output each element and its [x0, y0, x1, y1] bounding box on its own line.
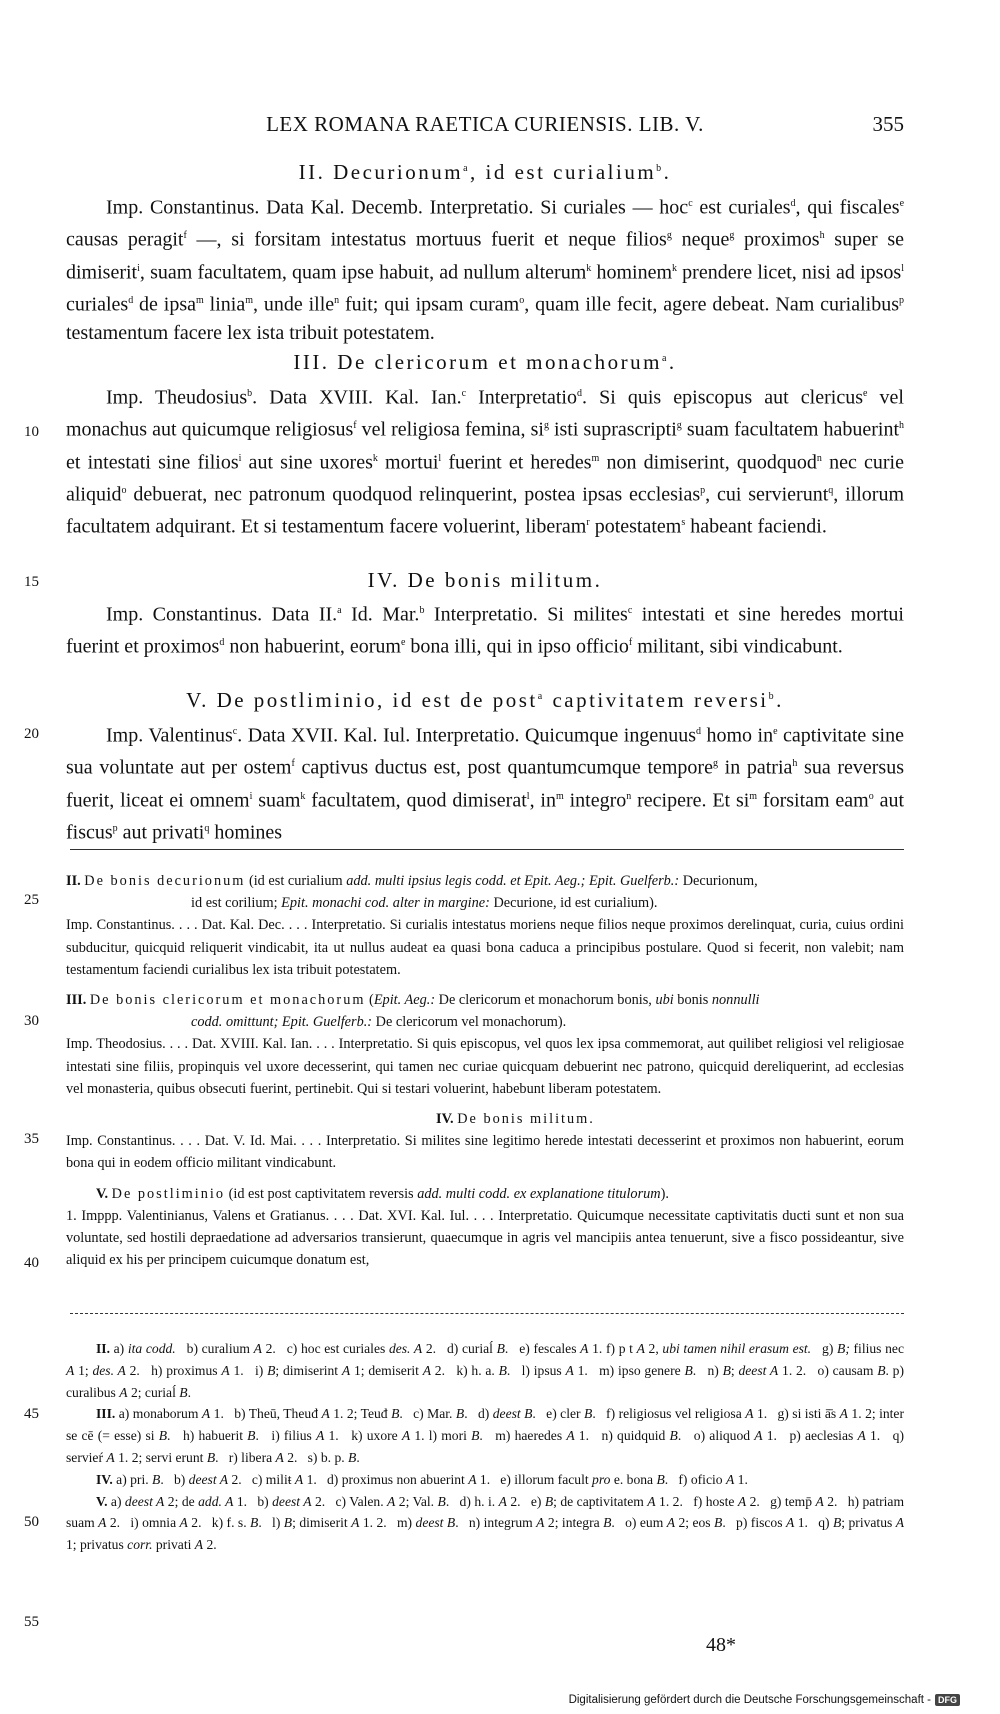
apparatus-entry: III. a) monaborum A 1. b) Theū, Theuđ A 1. 2; Teuđ B. c) Mar. B. d) deest B. e) cler B. f) religiosus vel religiosa A 1. g) si isti ā̄s A 1. 2; inter se cē (= esse) si B. h) habuerit B. i) filius A 1. k) uxore A 1. l) mori B. m) haeredes A 1. n) quidquid B. o) aliquod A 1. p) aeclesias A 1. q) servieŕ A 1. 2; servi erunt B. r) libera A 2. s) b. p. B. — [66, 1406, 904, 1465]
line-number: 15 — [24, 574, 39, 590]
section-title-v: V. De postliminio, id est de post$^a$ captivitatem reversi$^b$. — [186, 688, 784, 712]
note-line: V. De postliminio (id est post captivitatem reversis add. multi codd. ex explanatione titulorum). — [96, 1185, 669, 1202]
note-line: II. De bonis decurionum (id est curialium add. multi ipsius legis codd. et Epit. Aeg.; Epit. Guelferb.: Decurionum, — [66, 873, 758, 889]
note-line: 1. Imppp. Valentinianus, Valens et Gratianus. . . . Dat. XVI. Kal. Iul. . . . Interpretatio. Quicumque necessitate captivitatis ducti sunt et non sua voluntate, sed hostili depraedatione ad adversarios transierunt, quaecumque in agris vel mancipiis antea tenuerunt, sive a fisco possideantur, sive aliquid ex his per principem cuicumque donatum est, — [66, 1207, 904, 1269]
line-number: 45 — [24, 1406, 39, 1422]
line-number: 50 — [24, 1514, 39, 1530]
line-number: 25 — [24, 892, 39, 908]
note-line: IV. De bonis militum. — [436, 1111, 595, 1128]
note-line: Imp. Constantinus. . . . Dat. Kal. Dec. . . . Interpretatio. Si curialis intestatus moriens neque filios neque proximos derelinquat, curia, cuius ordini subducitur, quicquid reliquerit vindicabit, ita ut nullus audeat ea quasi bona caduca a principibus postulare. Quod si fecerit, non valebit; nam testamentum faciendi curialibus lex ista tribuit potestatem. — [66, 917, 904, 978]
section-paragraph-iv: Imp. Constantinus. Data II.$^a$ Id. Mar.$^b$ Interpretatio. Si milites$^c$ intestati et sine heredes mortui fuerint et proximos$^d$ non habuerint, eorum$^e$ bona illi, qui in ipso officio$^f$ militant, sibi vindicabunt. — [66, 603, 904, 659]
page-number: 355 — [872, 112, 904, 136]
dfg-logo-icon: DFG — [935, 1694, 960, 1706]
section-text-v — [66, 718, 904, 847]
line-number: 35 — [24, 1131, 39, 1147]
page-header — [66, 112, 904, 142]
signature-mark: 48* — [706, 1634, 736, 1656]
line-number: 10 — [24, 424, 39, 440]
line-number: 40 — [24, 1255, 39, 1271]
note-line: codd. omittunt; Epit. Guelferb.: De clericorum vel monachorum). — [191, 1014, 567, 1031]
section-paragraph-iii: Imp. Theudosius$^b$. Data XVIII. Kal. Ian.$^c$ Interpretatio$^d$. Si quis episcopus aut clericus$^e$ vel monachus aut quicumque religiosus$^f$ vel religiosa femina, $si^g$ isti suprascripti$^g$ suam facultatem habuerint$^h$ et intestati sine filios$^i$ aut sine uxores$^k$ mortui$^l$ fuerint et heredes$^m$ non dimiserint, quodquod$^n$ nec curie aliquid$^o$ debuerat, nec patronum quodquod relinquerint, postea ipsas ecclesias$^p$, cui servierunt$^q$, illorum facultatem adquirant. Et si testamentum facere voluerint, liberam$^r$ potestatem$^s$ habeant faciendi. — [66, 386, 905, 539]
section-text-ii — [66, 190, 904, 348]
section-title-ii: II. Decurionum$^a$, id est curialium$^b$. — [298, 160, 672, 184]
section-paragraph-ii: Imp. Constantinus. Data Kal. Decemb. Interpretatio. Si curiales — hoc$^c$ est curiales$^d$, qui fiscales$^e$ causas peragit$^f$ —, si forsitam intestatus mortuus fuerit et neque filios$^g$ neque$^g$ proximos$^h$ super se dimiserit$^i$, suam facultatem, quam ipse habuit, ad nullum alterum$^k$ hominem$^k$ prendere licet, nisi ad ipsos$^l$ curiales$^d$ de ipsa$^m$ linia$^m$, unde ille$^n$ fuit; qui ipsam curam$^o$, quam ille fecit, agere debeat. Nam curialibus$^p$ testamentum facere lex ista tribuit potestatem. — [66, 196, 905, 345]
note-line: Imp. Constantinus. . . . Dat. V. Id. Mai. . . . Interpretatio. Si milites sine legitimo herede intestati decesserint et proximos non habuerint, eorum bona qui in eodem officio militant vindicabunt. — [66, 1133, 904, 1172]
note-line: Imp. Theodosius. . . . Dat. XVIII. Kal. Ian. . . . Interpretatio. Si quis episcopus, vel quos lex ipsa commemorat, aut quilibet religiosi vel religiosae intestati sine filiis, propinquis vel uxore decesserint, qui tamen nec curiae quicquam debuerint nec patrono, quicquid dereliquerint, ad ecclesias vel monasteria, quibus obsecuti fuerint, pertinebit. Qui si testari voluerint, habebunt liberam potestatem. — [66, 1036, 904, 1097]
running-title: LEX ROMANA RAETICA CURIENSIS. LIB. V. — [266, 112, 704, 136]
digitization-credit — [569, 1694, 960, 1706]
section-divider — [70, 849, 904, 850]
apparatus-entry: IV. a) pri. B. b) deest A 2. c) miliŧ A 1. d) proximus non abuerint A 1. e) illorum facult pro e. bona B. f) oficio A 1. — [96, 1471, 748, 1487]
line-number: 55 — [24, 1614, 39, 1630]
apparatus-entry: II. a) ita codd. b) curalium A 2. c) hoc est curiales des. A 2. d) curiaĺ B. e) fescales A 1. f) p t A 2, ubi tamen nihil erasum est. g) B; filius nec A 1; des. A 2. h) proximus A 1. i) B; dimiserint A 1; demiserit A 2. k) h. a. B. l) ipsus A 1. m) ipso genere B. n) B; deest A 1. 2. o) causam B. p) curalibus A 2; curiaĺ B. — [66, 1341, 905, 1400]
note-line: id est corilium; Epit. monachi cod. alter in margine: Decurione, id est curialium). — [191, 895, 658, 912]
line-number: 30 — [24, 1013, 39, 1029]
notes-block — [66, 870, 904, 1271]
note-line: III. De bonis clericorum et monachorum (Epit. Aeg.: De clericorum et monachorum bonis, ubi bonis nonnulli — [66, 992, 760, 1009]
section-paragraph-v: Imp. Valentinus$^c$. Data XVII. Kal. Iul. Interpretatio. Quicumque ingenuus$^d$ homo $in^e$ captivitate sine sua voluntate aut per ostem$^f$ captivus ductus est, post quantumcumque tempore$^g$ in patria$^h$ sua reversus fuerit, liceat ei omnem$^i$ suam$^k$ facultatem, quod dimiserat$^l$, $in^m$ integro$^n$ recipere. Et $si^m$ forsitam eam$^o$ aut fiscus$^p$ aut privati$^q$ homines — [66, 724, 904, 844]
apparatus-entry: V. a) deest A 2; de add. A 1. b) deest A 2. c) Valen. A 2; Val. B. d) h. i. A 2. e) B; de captivitatem A 1. 2. f) hoste A 2. g) temp̄ A 2. h) patriam suam A 2. i) omnia A 2. k) f. s. B. l) B; dimiserit A 1. 2. m) deest B. n) integrum A 2; integra B. o) eum A 2; eos B. p) fiscos A 1. q) B; privatus A 1; privatus corr. privati A 2. — [66, 1493, 905, 1553]
section-text-iii — [66, 380, 904, 542]
section-text-iv — [66, 597, 904, 662]
line-number: 20 — [24, 726, 39, 742]
apparatus-divider — [70, 1313, 904, 1314]
section-title-iv: IV. De bonis militum. — [367, 568, 603, 592]
digitization-text: Digitalisierung gefördert durch die Deutsche Forschungsgemeinschaft - — [568, 1694, 931, 1706]
section-title-iii: III. De clericorum et monachorum$^a$. — [293, 350, 677, 374]
apparatus-block — [66, 1338, 904, 1556]
